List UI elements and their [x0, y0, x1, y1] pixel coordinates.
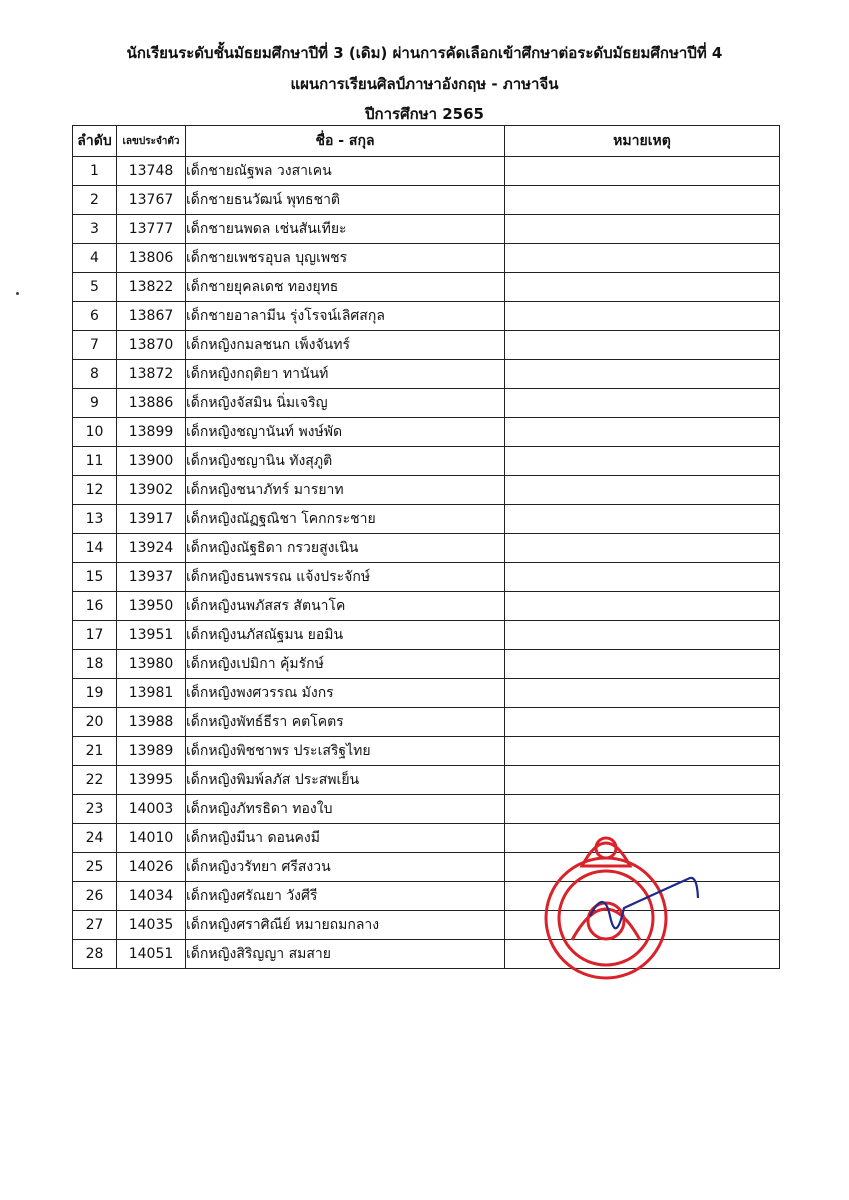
student-id: 13899 [117, 418, 186, 447]
student-id: 13777 [117, 215, 186, 244]
student-id: 13951 [117, 621, 186, 650]
remark-cell [505, 331, 780, 360]
row-number: 12 [73, 476, 117, 505]
row-number: 18 [73, 650, 117, 679]
row-number: 4 [73, 244, 117, 273]
remark-cell [505, 766, 780, 795]
table-row [73, 215, 780, 244]
column-header-remark: หมายเหตุ [505, 126, 780, 157]
table-row [73, 563, 780, 592]
student-name: เด็กหญิงนภัสณัฐมน ยอมิน [186, 621, 505, 650]
table-row [73, 592, 780, 621]
student-name: เด็กหญิงกฤติยา ทานันท์ [186, 360, 505, 389]
student-id: 13872 [117, 360, 186, 389]
row-number: 24 [73, 824, 117, 853]
student-id: 13995 [117, 766, 186, 795]
student-id: 13806 [117, 244, 186, 273]
row-number: 21 [73, 737, 117, 766]
table-row [73, 186, 780, 215]
student-name: เด็กหญิงธนพรรณ แจ้งประจักษ์ [186, 563, 505, 592]
student-id: 14010 [117, 824, 186, 853]
row-number: 6 [73, 302, 117, 331]
remark-cell [505, 592, 780, 621]
table-row [73, 476, 780, 505]
student-name: เด็กหญิงณัฐธิดา กรวยสูงเนิน [186, 534, 505, 563]
seal-emblem [572, 909, 640, 940]
student-id: 13937 [117, 563, 186, 592]
student-name: เด็กชายเพชรอุบล บุญเพชร [186, 244, 505, 273]
remark-cell [505, 215, 780, 244]
table-row [73, 157, 780, 186]
student-id: 13900 [117, 447, 186, 476]
student-name: เด็กหญิงภัทรธิดา ทองใบ [186, 795, 505, 824]
student-id: 14051 [117, 940, 186, 969]
table-header-row [73, 126, 780, 157]
remark-cell [505, 157, 780, 186]
student-id: 14034 [117, 882, 186, 911]
remark-cell [505, 186, 780, 215]
table-row [73, 621, 780, 650]
remark-cell [505, 708, 780, 737]
remark-cell [505, 679, 780, 708]
student-id: 14003 [117, 795, 186, 824]
remark-cell [505, 389, 780, 418]
student-id: 14026 [117, 853, 186, 882]
student-name: เด็กหญิงศราศิณีย์ หมายถมกลาง [186, 911, 505, 940]
scan-speck [16, 292, 19, 295]
row-number: 20 [73, 708, 117, 737]
student-id: 13981 [117, 679, 186, 708]
row-number: 28 [73, 940, 117, 969]
row-number: 26 [73, 882, 117, 911]
student-id: 13748 [117, 157, 186, 186]
student-id: 13822 [117, 273, 186, 302]
row-number: 19 [73, 679, 117, 708]
column-header-name: ชื่อ - สกุล [186, 126, 505, 157]
study-plan-title: แผนการเรียนศิลป์ภาษาอังกฤษ - ภาษาจีน [290, 75, 559, 93]
student-name: เด็กชายอาลามีน รุ่งโรจน์เลิศสกุล [186, 302, 505, 331]
remark-cell [505, 621, 780, 650]
table-row [73, 331, 780, 360]
table-row [73, 737, 780, 766]
table-row [73, 273, 780, 302]
student-id: 14035 [117, 911, 186, 940]
student-name: เด็กหญิงณัฏฐณิชา โคกกระชาย [186, 505, 505, 534]
student-id: 13767 [117, 186, 186, 215]
student-name: เด็กหญิงชญานิน ทังสุภูติ [186, 447, 505, 476]
row-number: 5 [73, 273, 117, 302]
student-name: เด็กหญิงพงศวรรณ มังกร [186, 679, 505, 708]
remark-cell [505, 418, 780, 447]
student-id: 13867 [117, 302, 186, 331]
row-number: 7 [73, 331, 117, 360]
seal-inner-ring [559, 871, 653, 965]
row-number: 3 [73, 215, 117, 244]
student-name: เด็กหญิงสิริญญา สมสาย [186, 940, 505, 969]
student-id: 13950 [117, 592, 186, 621]
remark-cell [505, 563, 780, 592]
student-id: 13989 [117, 737, 186, 766]
table-row [73, 389, 780, 418]
row-number: 25 [73, 853, 117, 882]
remark-cell [505, 244, 780, 273]
student-name: เด็กหญิงนพภัสสร สัตนาโค [186, 592, 505, 621]
table-row [73, 360, 780, 389]
row-number: 10 [73, 418, 117, 447]
table-row [73, 505, 780, 534]
seal-outer-ring [546, 858, 666, 978]
school-seal-stamp [522, 818, 702, 993]
row-number: 23 [73, 795, 117, 824]
student-id: 13917 [117, 505, 186, 534]
student-name: เด็กหญิงพิมพ์ลภัส ประสพเย็น [186, 766, 505, 795]
table-row [73, 418, 780, 447]
row-number: 15 [73, 563, 117, 592]
student-id: 13886 [117, 389, 186, 418]
table-row [73, 534, 780, 563]
remark-cell [505, 650, 780, 679]
student-name: เด็กหญิงจัสมิน นิ่มเจริญ [186, 389, 505, 418]
remark-cell [505, 476, 780, 505]
student-name: เด็กหญิงพัทธ์ธีรา คตโคตร [186, 708, 505, 737]
row-number: 8 [73, 360, 117, 389]
row-number: 2 [73, 186, 117, 215]
student-name: เด็กชายณัฐพล วงสาเคน [186, 157, 505, 186]
table-row [73, 708, 780, 737]
column-header-no: ลำดับ [73, 126, 117, 157]
row-number: 27 [73, 911, 117, 940]
row-number: 13 [73, 505, 117, 534]
academic-year: ปีการศึกษา 2565 [365, 105, 484, 123]
student-id: 13924 [117, 534, 186, 563]
student-name: เด็กหญิงชญานันท์ พงษ์พัด [186, 418, 505, 447]
remark-cell [505, 534, 780, 563]
column-header-id: เลขประจำตัว [117, 126, 186, 157]
remark-cell [505, 447, 780, 476]
remark-cell [505, 505, 780, 534]
student-name: เด็กหญิงศรัณยา วังศีรี [186, 882, 505, 911]
document-title: นักเรียนระดับชั้นมัธยมศึกษาปีที่ 3 (เดิม) ผ่านการคัดเลือกเข้าศึกษาต่อระดับมัธยมศึกษาปีที่ 4 [126, 44, 723, 62]
table-row [73, 766, 780, 795]
remark-cell [505, 302, 780, 331]
student-name: เด็กชายยุคลเดช ทองยุทธ [186, 273, 505, 302]
row-number: 22 [73, 766, 117, 795]
row-number: 17 [73, 621, 117, 650]
table-row [73, 447, 780, 476]
seal-crown [582, 843, 630, 866]
row-number: 11 [73, 447, 117, 476]
student-id: 13870 [117, 331, 186, 360]
student-name: เด็กชายธนวัฒน์ พุทธชาติ [186, 186, 505, 215]
table-row [73, 650, 780, 679]
row-number: 14 [73, 534, 117, 563]
remark-cell [505, 737, 780, 766]
table-row [73, 302, 780, 331]
table-row [73, 679, 780, 708]
remark-cell [505, 360, 780, 389]
table-row [73, 244, 780, 273]
row-number: 16 [73, 592, 117, 621]
student-name: เด็กหญิงกมลชนก เพ็งจันทร์ [186, 331, 505, 360]
student-name: เด็กหญิงพิชชาพร ประเสริฐไทย [186, 737, 505, 766]
seal-crown-top [596, 838, 616, 858]
student-name: เด็กหญิงวรัทยา ศรีสงวน [186, 853, 505, 882]
row-number: 1 [73, 157, 117, 186]
student-name: เด็กหญิงชนาภัทร์ มารยาท [186, 476, 505, 505]
student-name: เด็กหญิงเปมิกา คุ้มรักษ์ [186, 650, 505, 679]
remark-cell [505, 273, 780, 302]
student-id: 13902 [117, 476, 186, 505]
student-id: 13988 [117, 708, 186, 737]
student-name: เด็กชายนพดล เช่นสันเทียะ [186, 215, 505, 244]
student-id: 13980 [117, 650, 186, 679]
row-number: 9 [73, 389, 117, 418]
student-name: เด็กหญิงมีนา ดอนคงมี [186, 824, 505, 853]
